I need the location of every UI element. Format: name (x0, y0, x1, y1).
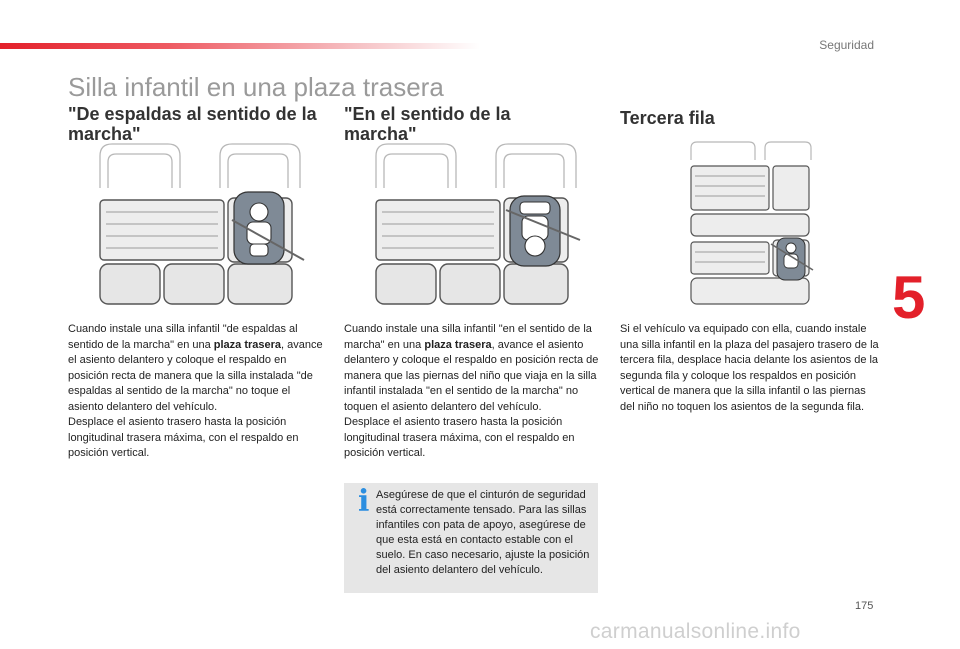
rear-facing-paragraph-2: Desplace el asiento trasero hasta la posición longitudinal trasera máxima, con el respaldo en posición vertical. (68, 416, 299, 459)
page-number: 175 (855, 600, 874, 612)
forward-facing-seat-illustration (368, 140, 584, 312)
heading-third-row: Tercera fila (620, 108, 715, 128)
chapter-number: 5 (892, 264, 926, 331)
forward-facing-paragraph-1: Cuando instale una silla infantil "en el sentido de la marcha" en una plaza trasera, avance el asiento delantero y coloque el respaldo en posición recta de manera que las piernas del niño que viaja en la silla infantil instalada "en el sentido de la marcha" no toquen el asiento delantero del vehículo. (344, 323, 599, 413)
info-icon: i (358, 484, 370, 519)
rear-facing-seat-illustration (92, 140, 308, 312)
forward-facing-text (344, 322, 602, 462)
heading-rear-facing: "De espaldas al sentido de la marcha" (68, 104, 317, 144)
watermark: carmanualsonline.info (590, 620, 801, 643)
third-row-text (620, 322, 882, 415)
rear-facing-paragraph-1: Cuando instale una silla infantil "de espaldas al sentido de la marcha" en una plaza trasera, avance el asiento delantero y coloque el respaldo en posición recta de manera que la silla instalada "de espaldas al sentido de la marcha" no toque el asiento delantero del vehículo. (68, 323, 323, 413)
section-label: Seguridad (819, 38, 874, 52)
header-accent-bar (0, 43, 480, 49)
rear-facing-text (68, 322, 326, 462)
third-row-paragraph-1: Si el vehículo va equipado con ella, cuando instale una silla infantil en la plaza del pasajero trasero de la tercera fila, desplace hacia delante los asientos de la segunda fila y coloque los respaldos en posición vertical de manera que la silla infantil o las piernas del niño no toquen los asientos de la segunda fila. (620, 323, 879, 413)
info-box (344, 483, 598, 593)
third-row-seat-illustration (685, 140, 815, 312)
info-box-text: Asegúrese de que el cinturón de seguridad está correctamente tensado. Para las sillas infantiles con pata de apoyo, asegúrese de que esta está en contacto estable con el suelo. En caso necesario, ajuste la posición del asiento delantero del vehículo. (376, 489, 590, 576)
page-title: Silla infantil en una plaza trasera (68, 72, 444, 102)
heading-forward-facing: "En el sentido de la marcha" (344, 104, 511, 144)
forward-facing-paragraph-2: Desplace el asiento trasero hasta la posición longitudinal trasera máxima, con el respaldo en posición vertical. (344, 416, 575, 459)
